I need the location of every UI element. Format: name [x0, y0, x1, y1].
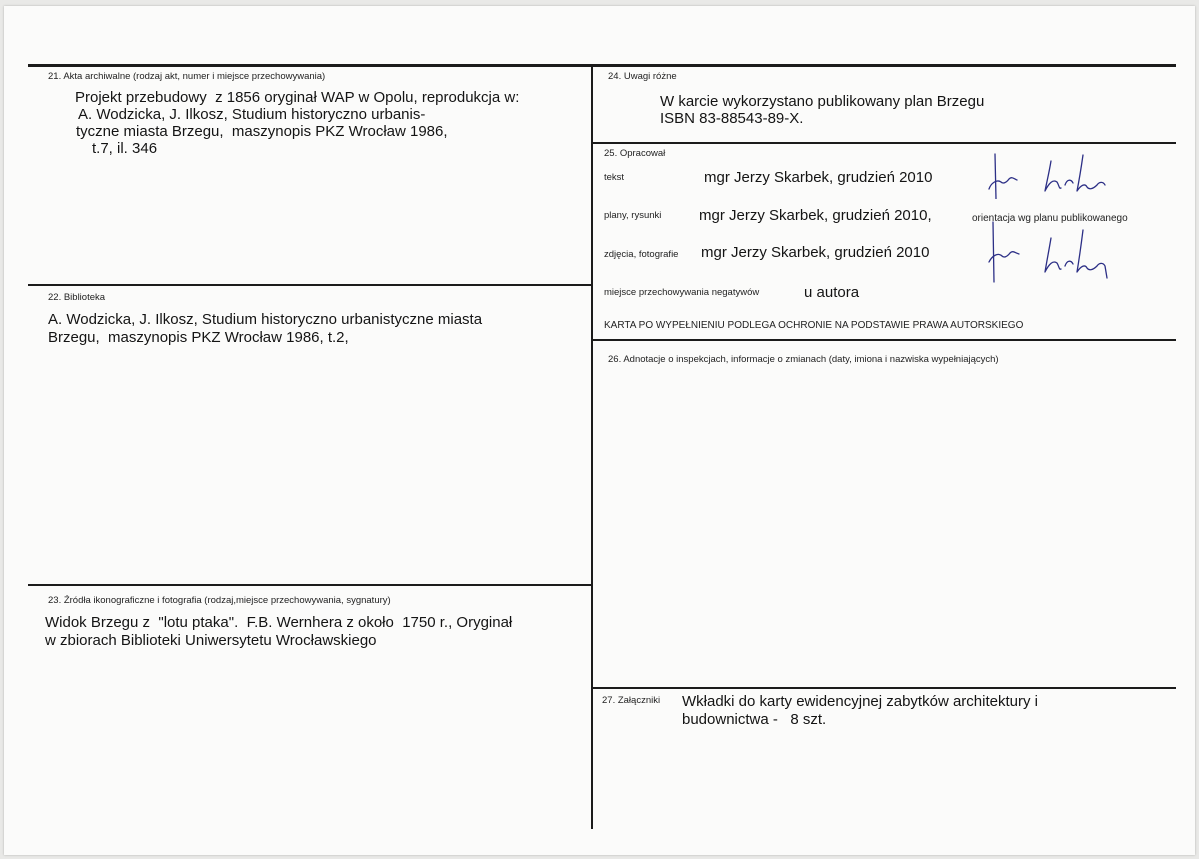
- row-text-value: mgr Jerzy Skarbek, grudzień 2010: [704, 169, 933, 186]
- top-rule: [28, 64, 1176, 67]
- section-21-label: 21. Akta archiwalne (rodzaj akt, numer i miejsce przechowywania): [48, 71, 326, 82]
- section-24-line-2: ISBN 83-88543-89-X.: [660, 110, 804, 127]
- row-photos-value: mgr Jerzy Skarbek, grudzień 2010: [701, 244, 930, 261]
- section-27-label: 27. Załączniki: [602, 695, 661, 706]
- section-24-label: 24. Uwagi różne: [608, 71, 677, 82]
- row-plans-value: mgr Jerzy Skarbek, grudzień 2010,: [699, 207, 932, 224]
- row-photos-label: zdjęcia, fotografie: [604, 249, 679, 260]
- section-24-line-1: W karcie wykorzystano publikowany plan Brzegu: [660, 93, 985, 110]
- section-22-line-1: A. Wodzicka, J. Ilkosz, Studium historyczno urbanistyczne miasta: [48, 311, 483, 328]
- record-card: [4, 6, 1195, 855]
- section-25-label: 25. Opracował: [604, 148, 666, 159]
- signature-1: [979, 149, 1129, 199]
- rule-right-25: [592, 142, 1176, 144]
- row-plans-note: orientacja wg planu publikowanego: [972, 213, 1128, 224]
- rule-right-26: [592, 339, 1176, 341]
- copyright-notice: KARTA PO WYPEŁNIENIU PODLEGA OCHRONIE NA PODSTAWIE PRAWA AUTORSKIEGO: [604, 320, 1024, 331]
- center-divider: [591, 64, 593, 829]
- section-23-label: 23. Źródła ikonograficzne i fotografia (rodzaj,miejsce przechowywania, sygnatury): [48, 595, 391, 606]
- section-21-line-1: Projekt przebudowy z 1856 oryginał WAP w Opolu, reprodukcja w:: [75, 89, 520, 106]
- section-21-line-3: tyczne miasta Brzegu, maszynopis PKZ Wrocław 1986,: [76, 123, 448, 140]
- rule-left-23: [28, 584, 592, 586]
- section-21-line-4: t.7, il. 346: [92, 140, 158, 157]
- section-27-line-2: budownictwa - 8 szt.: [682, 711, 827, 728]
- row-text-label: tekst: [604, 172, 625, 183]
- rule-left-22: [28, 284, 592, 286]
- section-23-line-2: w zbiorach Biblioteki Uniwersytetu Wrocławskiego: [45, 632, 377, 649]
- negatives-value: u autora: [804, 284, 860, 301]
- section-21-line-2: A. Wodzicka, J. Ilkosz, Studium historyczno urbanis-: [78, 106, 426, 123]
- section-22-label: 22. Biblioteka: [48, 292, 106, 303]
- signature-2: [979, 220, 1129, 290]
- row-plans-label: plany, rysunki: [604, 210, 662, 221]
- section-22-line-2: Brzegu, maszynopis PKZ Wrocław 1986, t.2,: [48, 329, 349, 346]
- section-23-line-1: Widok Brzegu z "lotu ptaka". F.B. Wernhera z około 1750 r., Oryginał: [45, 614, 513, 631]
- negatives-label: miejsce przechowywania negatywów: [604, 287, 760, 298]
- section-26-label: 26. Adnotacje o inspekcjach, informacje o zmianach (daty, imiona i nazwiska wypełniających): [608, 354, 999, 365]
- section-27-line-1: Wkładki do karty ewidencyjnej zabytków architektury i: [682, 693, 1038, 710]
- rule-right-27: [592, 687, 1176, 689]
